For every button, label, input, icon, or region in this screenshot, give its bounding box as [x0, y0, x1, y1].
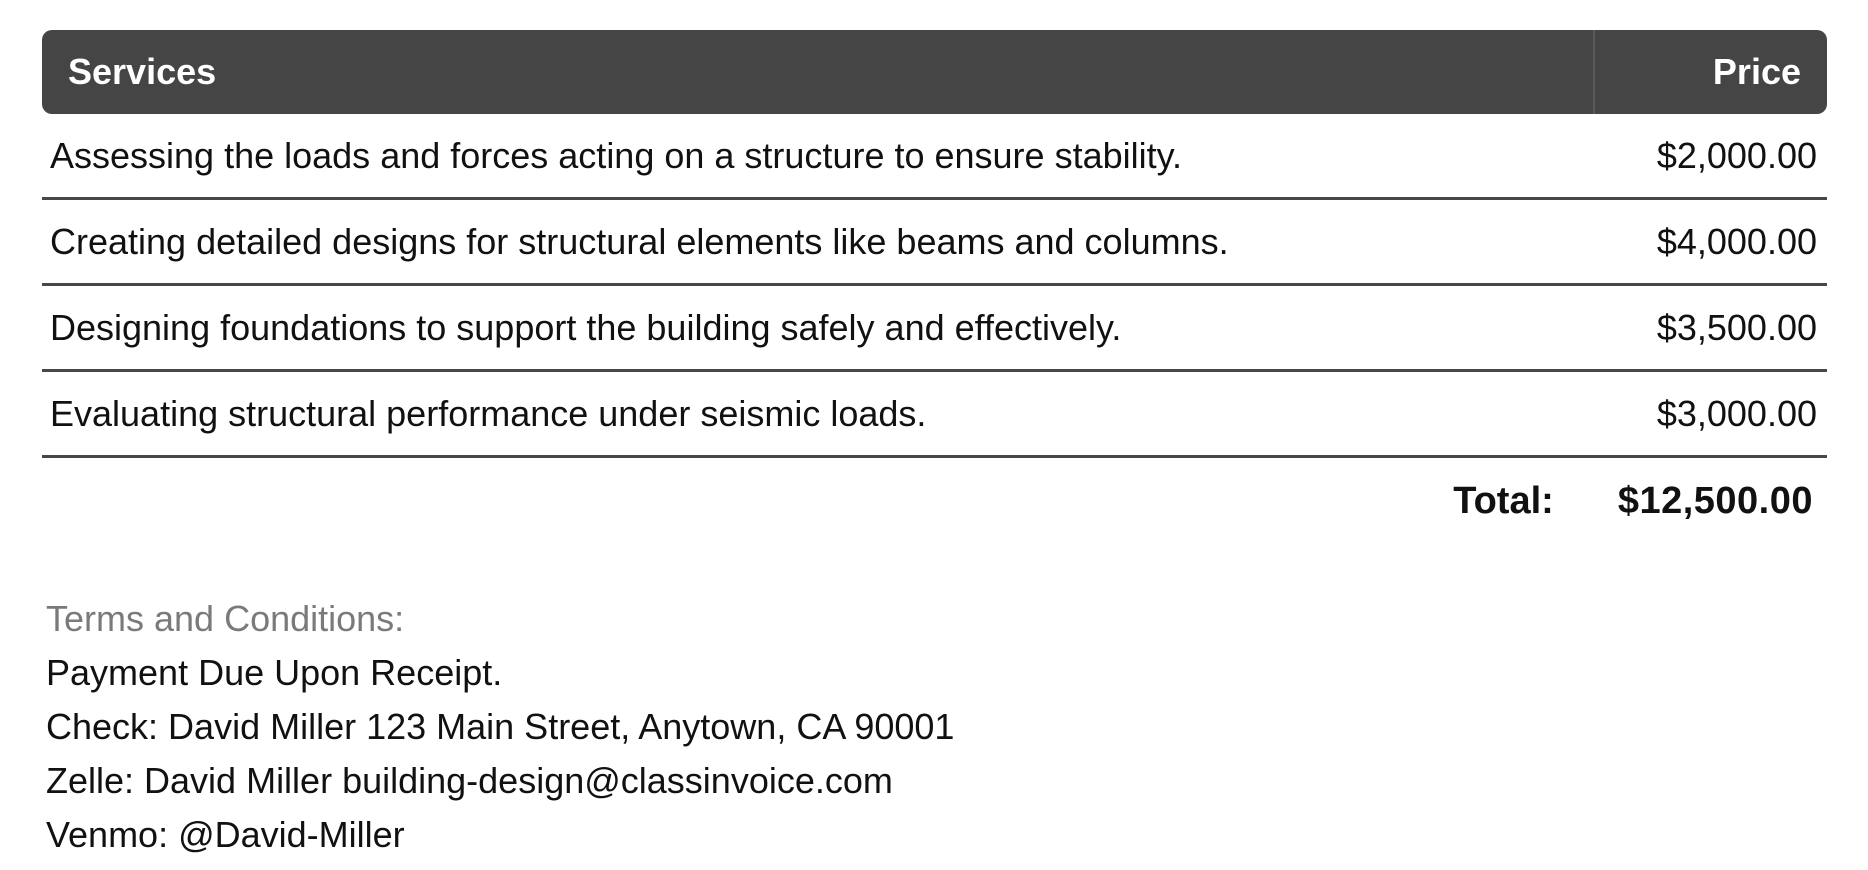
service-description: Designing foundations to support the building safely and effectively.: [50, 306, 1122, 348]
total-value: $12,500.00: [1617, 479, 1813, 522]
column-header-price: Price: [1593, 30, 1827, 114]
table-row: [42, 286, 1827, 372]
service-description: Evaluating structural performance under seismic loads.: [50, 392, 927, 434]
services-table: [42, 30, 1827, 544]
table-header-row: [42, 30, 1827, 114]
service-description: Assessing the loads and forces acting on a structure to ensure stability.: [50, 134, 1182, 176]
table-row: [42, 372, 1827, 458]
service-price: $3,000.00: [1656, 392, 1817, 434]
terms-section: [42, 592, 1827, 862]
terms-line-payment-due: Payment Due Upon Receipt.: [46, 652, 503, 693]
service-description: Creating detailed designs for structural elements like beams and columns.: [50, 220, 1229, 262]
service-price: $3,500.00: [1656, 306, 1817, 348]
table-row: [42, 200, 1827, 286]
service-price: $4,000.00: [1656, 220, 1817, 262]
total-row: [42, 458, 1827, 544]
total-label: Total:: [1453, 479, 1554, 522]
terms-line-zelle: Zelle: David Miller building-design@classinvoice.com: [46, 760, 893, 801]
terms-line-check: Check: David Miller 123 Main Street, Anytown, CA 90001: [46, 706, 955, 747]
service-price: $2,000.00: [1656, 134, 1817, 176]
table-row: [42, 114, 1827, 200]
terms-line-venmo: Venmo: @David-Miller: [46, 814, 405, 855]
column-header-services: Services: [68, 51, 217, 92]
terms-heading: Terms and Conditions:: [46, 598, 405, 639]
